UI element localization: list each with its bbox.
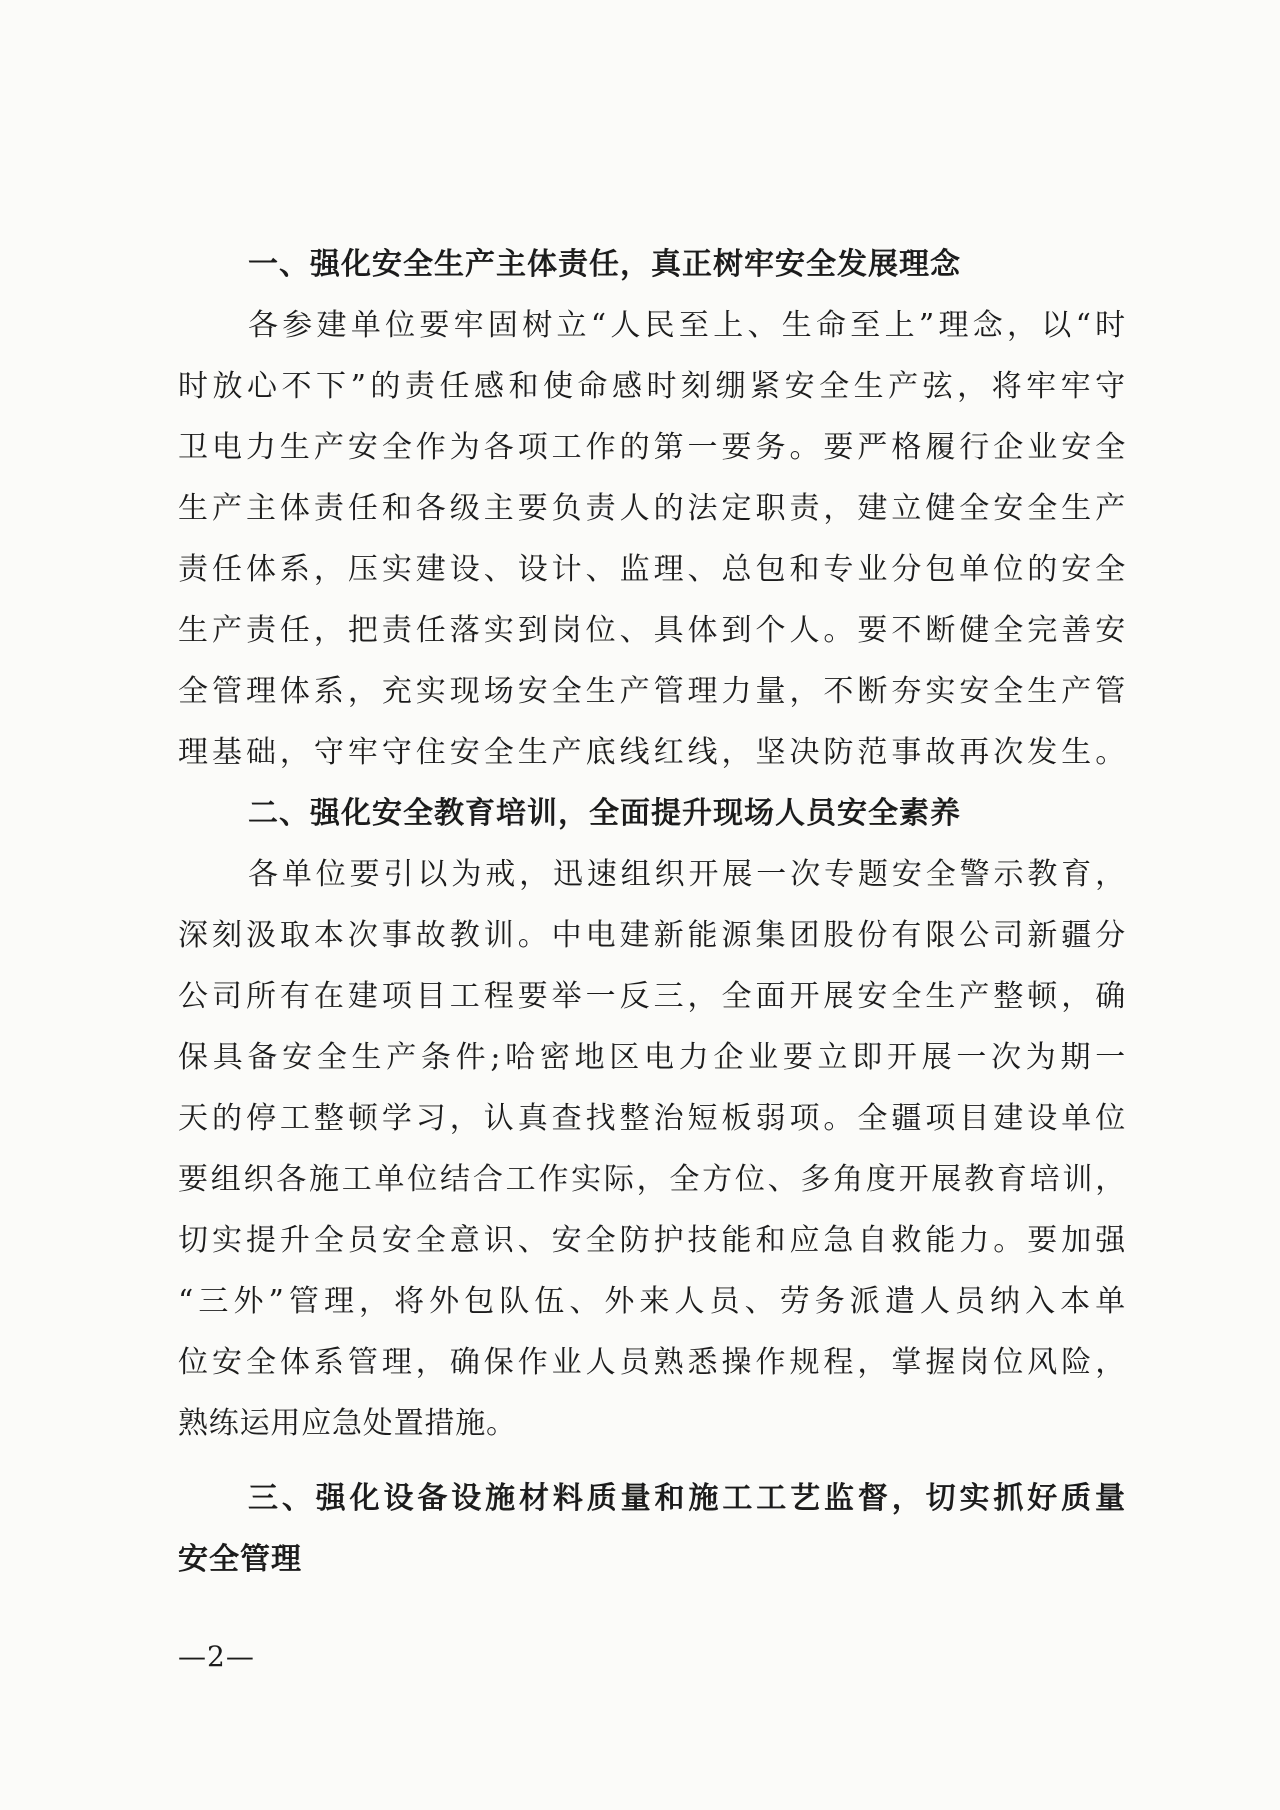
section-1-paragraph-line: 生产主体责任和各级主要负责人的法定职责，建立健全安全生产	[178, 491, 1126, 526]
section-2-paragraph-line: 公司所有在建项目工程要举一反三，全面开展安全生产整顿，确	[178, 979, 1126, 1014]
section-2-paragraph-line: 保具备安全生产条件;哈密地区电力企业要立即开展一次为期一	[178, 1040, 1126, 1075]
section-2-paragraph-line: 天的停工整顿学习，认真查找整治短板弱项。全疆项目建设单位	[178, 1101, 1126, 1136]
section-2-paragraph-line: 切实提升全员安全意识、安全防护技能和应急自救能力。要加强	[178, 1223, 1126, 1258]
section-2-paragraph-line: 熟练运用应急处置措施。	[178, 1406, 517, 1441]
section-2-paragraph-line: 各单位要引以为戒，迅速组织开展一次专题安全警示教育，	[248, 857, 1126, 892]
section-1-paragraph-line: 时放心不下”的责任感和使命感时刻绷紧安全生产弦，将牢牢守	[178, 369, 1126, 404]
section-1-paragraph-line: 生产责任，把责任落实到岗位、具体到个人。要不断健全完善安	[178, 613, 1126, 648]
section-2-paragraph-line: “三外”管理，将外包队伍、外来人员、劳务派遣人员纳入本单	[178, 1284, 1126, 1319]
section-1-paragraph-line: 责任体系，压实建设、设计、监理、总包和专业分包单位的安全	[178, 552, 1126, 587]
section-1-paragraph-line: 全管理体系，充实现场安全生产管理力量，不断夯实安全生产管	[178, 674, 1126, 709]
section-1-paragraph-line: 各参建单位要牢固树立“人民至上、生命至上”理念，以“时	[248, 308, 1126, 343]
section-1-paragraph-line: 理基础，守牢守住安全生产底线红线，坚决防范事故再次发生。	[178, 735, 1126, 770]
section-1-paragraph-line: 卫电力生产安全作为各项工作的第一要务。要严格履行企业安全	[178, 430, 1126, 465]
section-2-heading: 二、强化安全教育培训，全面提升现场人员安全素养	[248, 796, 961, 831]
section-2-paragraph-line: 要组织各施工单位结合工作实际，全方位、多角度开展教育培训，	[178, 1162, 1126, 1197]
page-number: —2—	[178, 1640, 255, 1673]
document-body	[178, 234, 1126, 1590]
section-3-heading-continued: 安全管理	[178, 1542, 302, 1577]
section-2-paragraph-line: 位安全体系管理，确保作业人员熟悉操作规程，掌握岗位风险，	[178, 1345, 1126, 1380]
section-1-heading: 一、强化安全生产主体责任，真正树牢安全发展理念	[248, 247, 961, 282]
section-3-heading: 三、强化设备设施材料质量和施工工艺监督，切实抓好质量	[248, 1481, 1126, 1516]
section-2-paragraph-line: 深刻汲取本次事故教训。中电建新能源集团股份有限公司新疆分	[178, 918, 1126, 953]
